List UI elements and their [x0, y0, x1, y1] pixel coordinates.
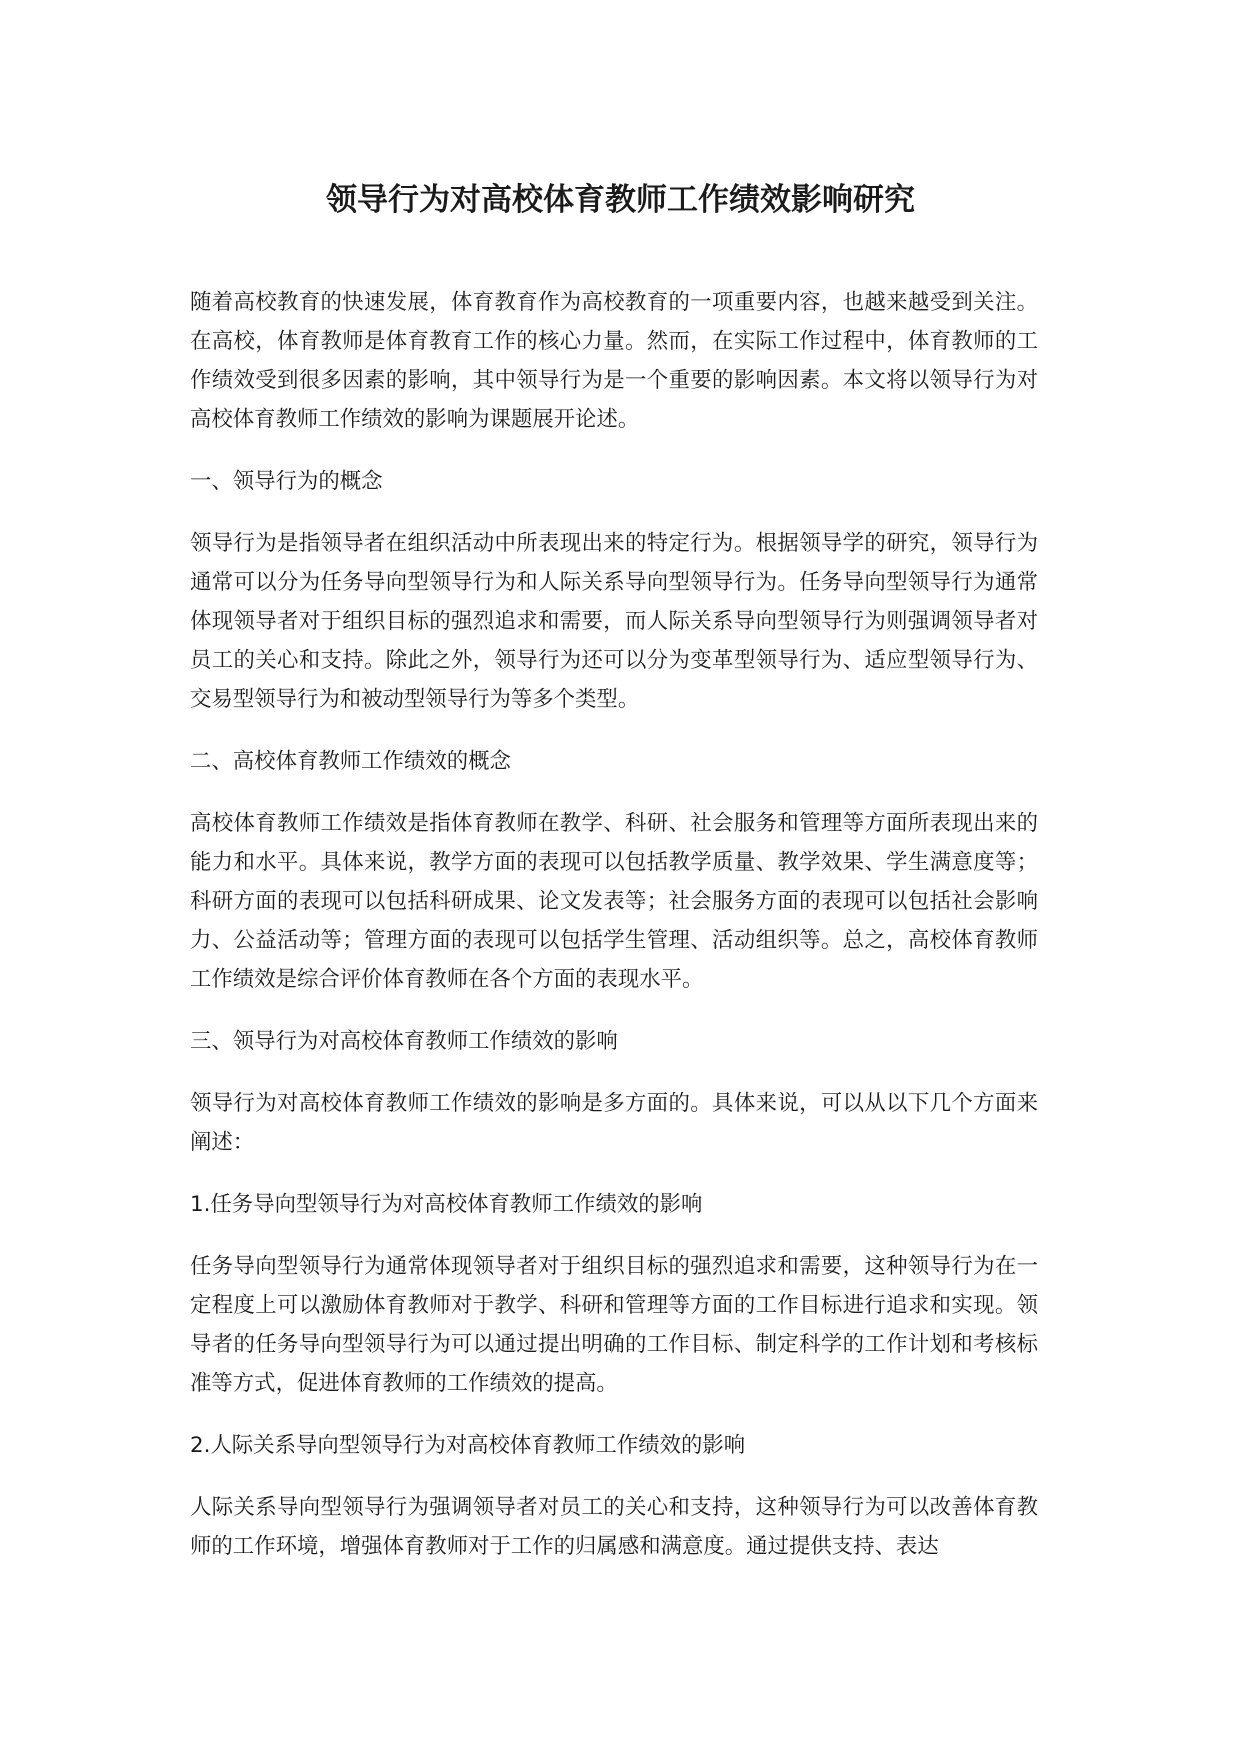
section-heading-1: 一、领导行为的概念 [190, 469, 383, 494]
document-body [190, 283, 1038, 1589]
subsection-heading-1: 1.任务导向型领导行为对高校体育教师工作绩效的影响 [190, 1192, 703, 1217]
body-paragraph: 人际关系导向型领导行为强调领导者对员工的关心和支持，这种领导行为可以改善体育教师的工作环境，增强体育教师对于工作的归属感和满意度。通过提供支持、表达 [190, 1495, 1038, 1559]
body-paragraph: 领导行为是指领导者在组织活动中所表现出来的特定行为。根据领导学的研究，领导行为通常可以分为任务导向型领导行为和人际关系导向型领导行为。任务导向型领导行为通常体现领导者对于组织目标的强烈追求和需要，而人际关系导向型领导行为则强调领导者对员工的关心和支持。除此之外，领导行为还可以分为变革型领导行为、适应型领导行为、交易型领导行为和被动型领导行为等多个类型。 [190, 531, 1038, 712]
section-heading-3: 三、领导行为对高校体育教师工作绩效的影响 [190, 1029, 618, 1054]
document-title: 领导行为对高校体育教师工作绩效影响研究 [326, 182, 915, 218]
body-paragraph: 高校体育教师工作绩效是指体育教师在教学、科研、社会服务和管理等方面所表现出来的能力和水平。具体来说，教学方面的表现可以包括教学质量、教学效果、学生满意度等；科研方面的表现可以包括科研成果、论文发表等；社会服务方面的表现可以包括社会影响力、公益活动等；管理方面的表现可以包括学生管理、活动组织等。总之，高校体育教师工作绩效是综合评价体育教师在各个方面的表现水平。 [190, 811, 1038, 992]
intro-paragraph: 随着高校教育的快速发展，体育教育作为高校教育的一项重要内容，也越来越受到关注。在高校，体育教师是体育教育工作的核心力量。然而，在实际工作过程中，体育教师的工作绩效受到很多因素的影响，其中领导行为是一个重要的影响因素。本文将以领导行为对高校体育教师工作绩效的影响为课题展开论述。 [190, 290, 1038, 432]
subsection-heading-2: 2.人际关系导向型领导行为对高校体育教师工作绩效的影响 [190, 1433, 746, 1458]
section-heading-2: 二、高校体育教师工作绩效的概念 [190, 749, 511, 774]
body-paragraph: 领导行为对高校体育教师工作绩效的影响是多方面的。具体来说，可以从以下几个方面来阐述： [190, 1091, 1038, 1155]
body-paragraph: 任务导向型领导行为通常体现领导者对于组织目标的强烈追求和需要，这种领导行为在一定程度上可以激励体育教师对于教学、科研和管理等方面的工作目标进行追求和实现。领导者的任务导向型领导行为可以通过提出明确的工作目标、制定科学的工作计划和考核标准等方式，促进体育教师的工作绩效的提高。 [190, 1254, 1038, 1396]
